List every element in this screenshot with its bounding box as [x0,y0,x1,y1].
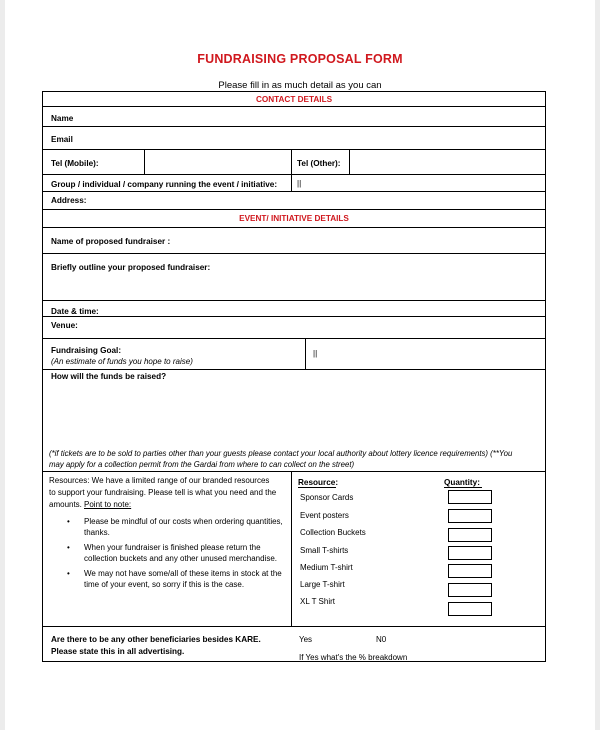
breakdown-label: If Yes what's the % breakdown [299,653,408,662]
yes-option[interactable]: Yes [299,635,313,644]
resource-item: Event posters [300,511,349,520]
resources-intro-line1: Resources: We have a limited range of our branded resources [49,476,270,485]
quantity-input-large-tshirt[interactable] [448,583,492,597]
resource-item: XL T Shirt [300,597,335,606]
resource-item: Sponsor Cards [300,493,354,502]
quantity-input-small-tshirts[interactable] [448,546,492,560]
quantity-input-xl-tshirt[interactable] [448,602,492,616]
form-title: FUNDRAISING PROPOSAL FORM [197,52,403,66]
quantity-input-event-posters[interactable] [448,509,492,523]
bullet3-line1: We may not have some/all of these items in stock at the [84,569,282,578]
bullet3-line2: time of your event, so sorry if this is the case. [84,580,245,589]
goal-label: Fundraising Goal: [51,346,122,355]
bullet-icon: • [67,543,70,552]
lottery-note-line1: (*if tickets are to be sold to parties other than your guests please contact your local authority about lottery licence requirements) (**You [49,449,513,458]
form-table [42,91,546,662]
resource-item: Small T-shirts [300,546,349,555]
group-input-cursor[interactable]: || [297,179,302,188]
resources-intro-line2: to support your fundraising. Please tell is what you need and the [49,488,277,497]
bullet1-line2: thanks. [84,528,110,537]
venue-label: Venue: [51,321,78,330]
quantity-header: Quantity: [444,478,480,487]
how-raised-label: How will the funds be raised? [51,372,167,381]
tel-mobile-label: Tel (Mobile): [51,159,99,168]
beneficiaries-question-line1: Are there to be any other beneficiaries besides KARE. [51,635,261,644]
goal-input-cursor[interactable]: || [313,349,318,358]
contact-details-heading: CONTACT DETAILS [255,95,333,104]
point-to-note: Point to note: [84,500,132,509]
resource-header: Resource: [298,478,339,487]
bullet1-line1: Please be mindful of our costs when ordering quantities, [84,517,283,526]
group-label: Group / individual / company running the event / initiative: [51,180,278,189]
outline-label: Briefly outline your proposed fundraiser: [51,263,211,272]
bullet2-line1: When your fundraiser is finished please return the [84,543,261,552]
bullet-icon: • [67,569,70,578]
email-label: Email [51,135,73,144]
resource-item: Collection Buckets [300,528,366,537]
quantity-input-collection-buckets[interactable] [448,528,492,542]
quantity-input-medium-tshirt[interactable] [448,564,492,578]
goal-hint: (An estimate of funds you hope to raise) [51,357,193,366]
quantity-input-sponsor-cards[interactable] [448,490,492,504]
tel-other-label: Tel (Other): [297,159,341,168]
name-label: Name [51,114,74,123]
form-subtitle: Please fill in as much detail as you can [218,80,382,91]
date-time-label: Date & time: [51,307,99,316]
form-page [5,0,595,730]
address-label: Address: [51,196,87,205]
resource-item: Large T-shirt [300,580,345,589]
bullet-icon: • [67,517,70,526]
fundraiser-name-label: Name of proposed fundraiser : [51,237,171,246]
no-option[interactable]: N0 [376,635,387,644]
event-details-heading: EVENT/ INITIATIVE DETAILS [239,214,349,223]
bullet2-line2: collection buckets and any other unused merchandise. [84,554,278,563]
beneficiaries-question-line2: Please state this in all advertising. [51,647,185,656]
resource-item: Medium T-shirt [300,563,353,572]
lottery-note-line2: may apply for a collection permit from the Gardai from where to can collect on the street) [49,460,355,469]
resources-intro-line3: amounts. [49,500,82,509]
